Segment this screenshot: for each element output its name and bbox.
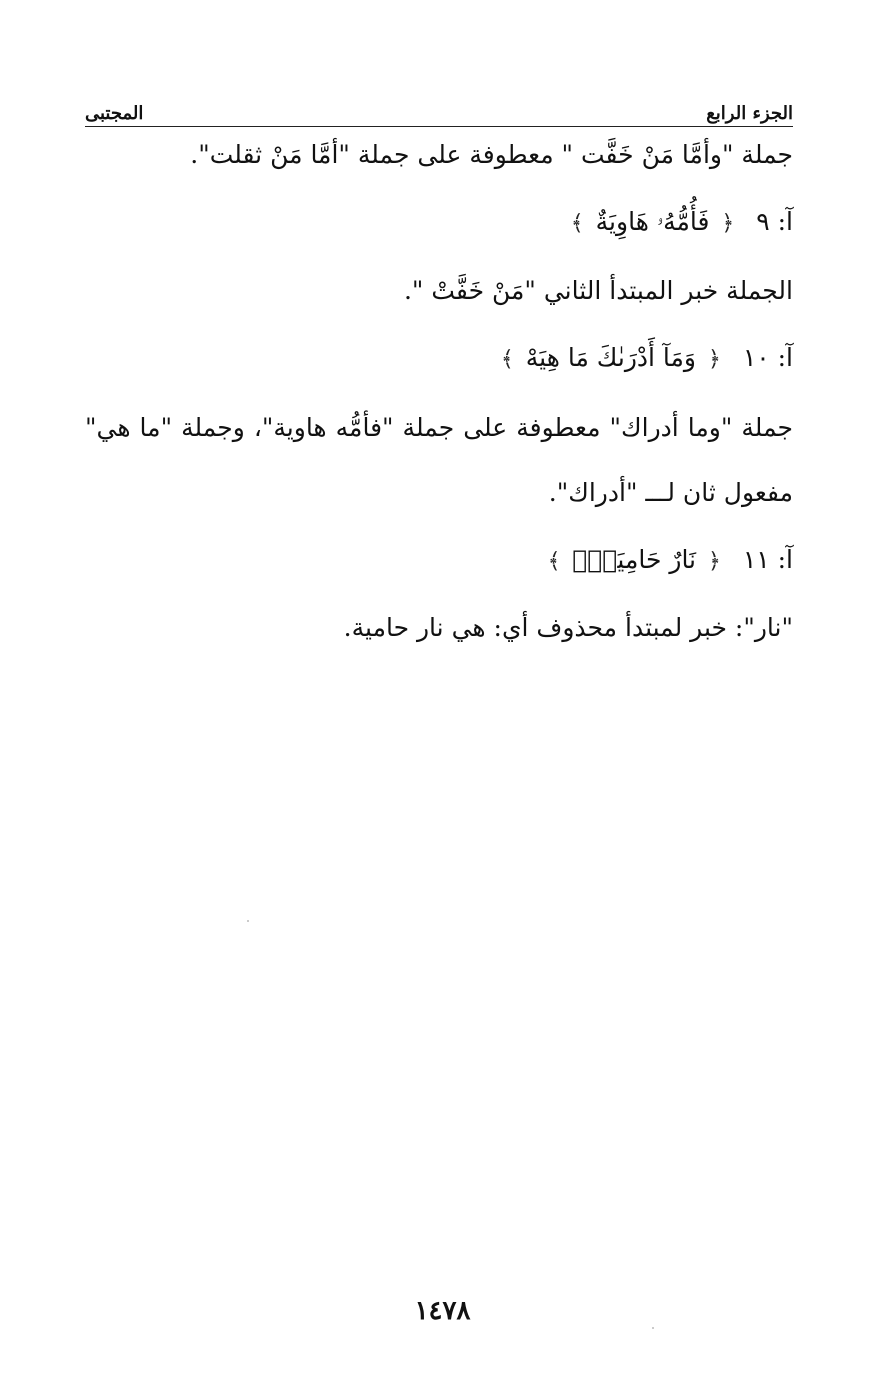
ornate-bracket-open-icon: ﴿ <box>721 211 735 236</box>
text-line-content: جملة "وأمَّا مَنْ خَفَّت " معطوفة على جملة "أمَّا مَنْ ثقلت". <box>190 140 793 169</box>
text-line-2 <box>404 276 793 305</box>
verse-text: نَارٌ حَامِيَةٌۢ <box>572 545 697 574</box>
text-line-4 <box>549 478 793 507</box>
text-line-content: "نار": خبر لمبتدأ محذوف أي: هي نار حامية. <box>343 613 793 642</box>
verse-line-9 <box>567 207 793 237</box>
text-line-5 <box>344 613 793 642</box>
ornate-bracket-close-icon: ﴾ <box>500 347 514 372</box>
verse-text: وَمَآ أَدْرَىٰكَ مَا هِيَهْ <box>525 343 697 372</box>
text-line-content: جملة "وما أدراك" معطوفة على جملة "فأمُّه هاوية"، وجملة "ما هي" <box>85 413 793 442</box>
quran-verse <box>567 207 738 237</box>
running-header <box>85 96 793 124</box>
header-rule <box>85 126 793 127</box>
text-line-1 <box>190 140 793 169</box>
verse-text: فَأُمُّهُۥ هَاوِيَةٌ <box>595 207 710 236</box>
quran-verse <box>497 343 725 372</box>
scan-speck <box>247 920 249 922</box>
header-book-title: المجتبى <box>85 103 144 124</box>
header-part-title: الجزء الرابع <box>706 103 793 124</box>
verse-reference: آ: ١٠ <box>742 343 793 372</box>
ornate-bracket-open-icon: ﴿ <box>707 347 721 372</box>
ornate-bracket-open-icon: ﴿ <box>707 549 721 574</box>
text-line-content: مفعول ثان لـــ "أدراك". <box>548 478 793 507</box>
ornate-bracket-close-icon: ﴾ <box>547 549 561 574</box>
scan-speck <box>652 1327 654 1329</box>
page-number: ١٤٧٨ <box>414 1296 471 1326</box>
verse-reference: آ: ١١ <box>742 545 793 574</box>
verse-line-11 <box>544 545 793 574</box>
verse-line-10 <box>497 343 793 372</box>
quran-verse <box>544 545 725 574</box>
verse-reference: آ: ٩ <box>756 207 793 236</box>
text-line-3 <box>85 413 793 442</box>
text-line-content: الجملة خبر المبتدأ الثاني "مَنْ خَفَّتْ ". <box>403 276 793 305</box>
ornate-bracket-close-icon: ﴾ <box>570 211 584 236</box>
